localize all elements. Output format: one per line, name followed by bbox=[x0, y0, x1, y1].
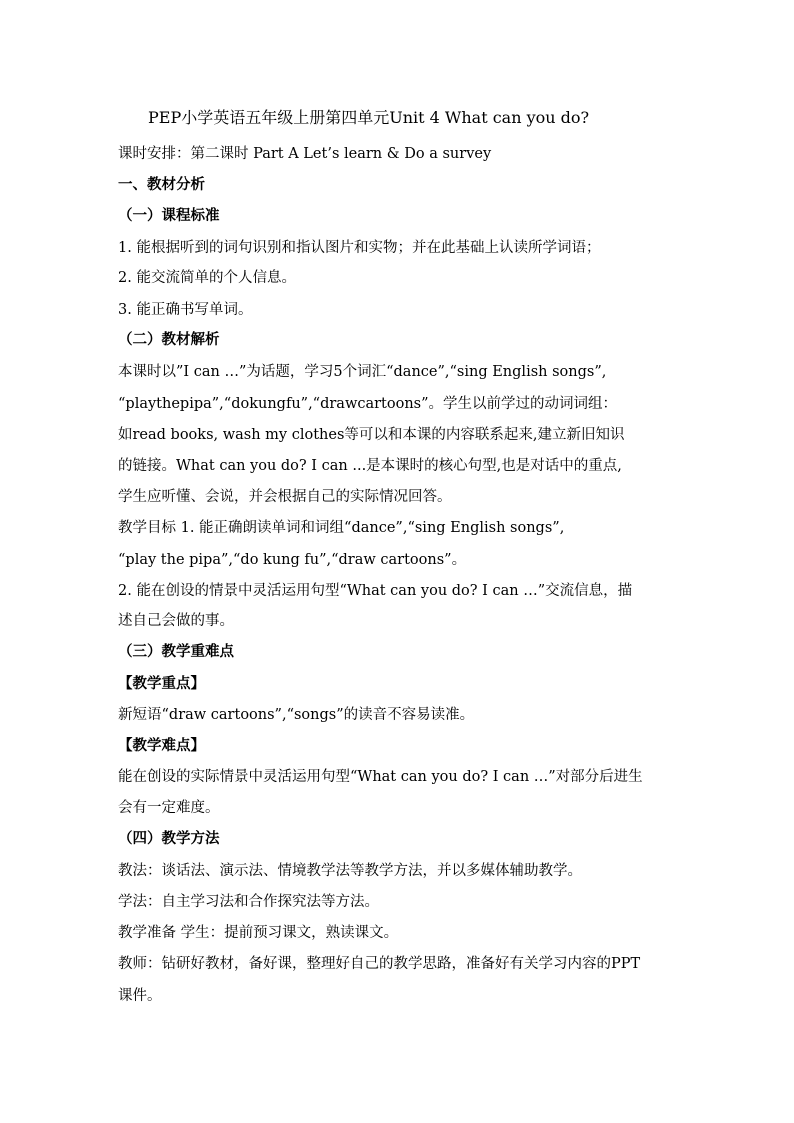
standard-item-1: 1. 能根据听到的词句识别和指认图片和实物；并在此基础上认读所学词语； bbox=[118, 240, 601, 256]
learning-method: 学法：自主学习法和合作探究法等方法。 bbox=[118, 894, 379, 910]
subsection-heading-analysis: （二）教材解析 bbox=[118, 331, 220, 348]
preparation-line-3: 课件。 bbox=[118, 988, 162, 1004]
teaching-method: 教法：谈话法、演示法、情境教学法等教学方法，并以多媒体辅助教学。 bbox=[118, 863, 582, 879]
difficult-point-label: 【教学难点】 bbox=[118, 737, 205, 754]
goal-line-1: 教学目标 1. 能正确朗读单词和词组“dance”,“sing English songs”, bbox=[118, 520, 565, 536]
key-point-text: 新短语“draw cartoons”,“songs”的读音不容易读准。 bbox=[118, 707, 475, 723]
preparation-line-2: 教师：钻研好教材，备好课，整理好自己的教学思路，准备好有关学习内容的PPT bbox=[118, 956, 641, 972]
goal-line-3: 2. 能在创设的情景中灵活运用句型“What can you do? I can …”交流信息，描 bbox=[118, 583, 633, 599]
key-point-label: 【教学重点】 bbox=[118, 675, 205, 692]
analysis-line-3: 如read books, wash my clothes等可以和本课的内容联系起来,建立新旧知识 bbox=[118, 427, 625, 443]
subsection-heading-keypoints: （三）教学重难点 bbox=[118, 643, 234, 660]
goal-line-2: “play the pipa”,“do kung fu”,“draw cartoons”。 bbox=[118, 552, 467, 568]
standard-item-2: 2. 能交流简单的个人信息。 bbox=[118, 270, 296, 286]
preparation-line-1: 教学准备 学生：提前预习课文，熟读课文。 bbox=[118, 925, 399, 941]
subsection-heading-standard: （一）课程标准 bbox=[118, 207, 220, 224]
standard-item-3: 3. 能正确书写单词。 bbox=[118, 302, 253, 318]
schedule-line: 课时安排：第二课时 Part A Let’s learn & Do a survey bbox=[118, 146, 492, 162]
difficult-point-line-1: 能在创设的实际情景中灵活运用句型“What can you do? I can …”对部分后进生 bbox=[118, 769, 643, 785]
analysis-line-1: 本课时以”I can …”为话题，学习5个词汇“dance”,“sing English songs”, bbox=[118, 364, 607, 380]
goal-line-4: 述自己会做的事。 bbox=[118, 613, 234, 629]
difficult-point-line-2: 会有一定难度。 bbox=[118, 800, 220, 816]
subsection-heading-method: （四）教学方法 bbox=[118, 830, 220, 847]
document-title: PEP小学英语五年级上册第四单元Unit 4 What can you do? bbox=[148, 108, 590, 127]
analysis-line-5: 学生应听懂、会说，并会根据自己的实际情况回答。 bbox=[118, 489, 452, 505]
analysis-line-2: “playthepipa”,“dokungfu”,“drawcartoons”。学生以前学过的动词词组： bbox=[118, 396, 618, 412]
section-heading-analysis: 一、教材分析 bbox=[118, 176, 205, 193]
analysis-line-4: 的链接。What can you do? I can ...是本课时的核心句型,也是对话中的重点, bbox=[118, 458, 622, 474]
